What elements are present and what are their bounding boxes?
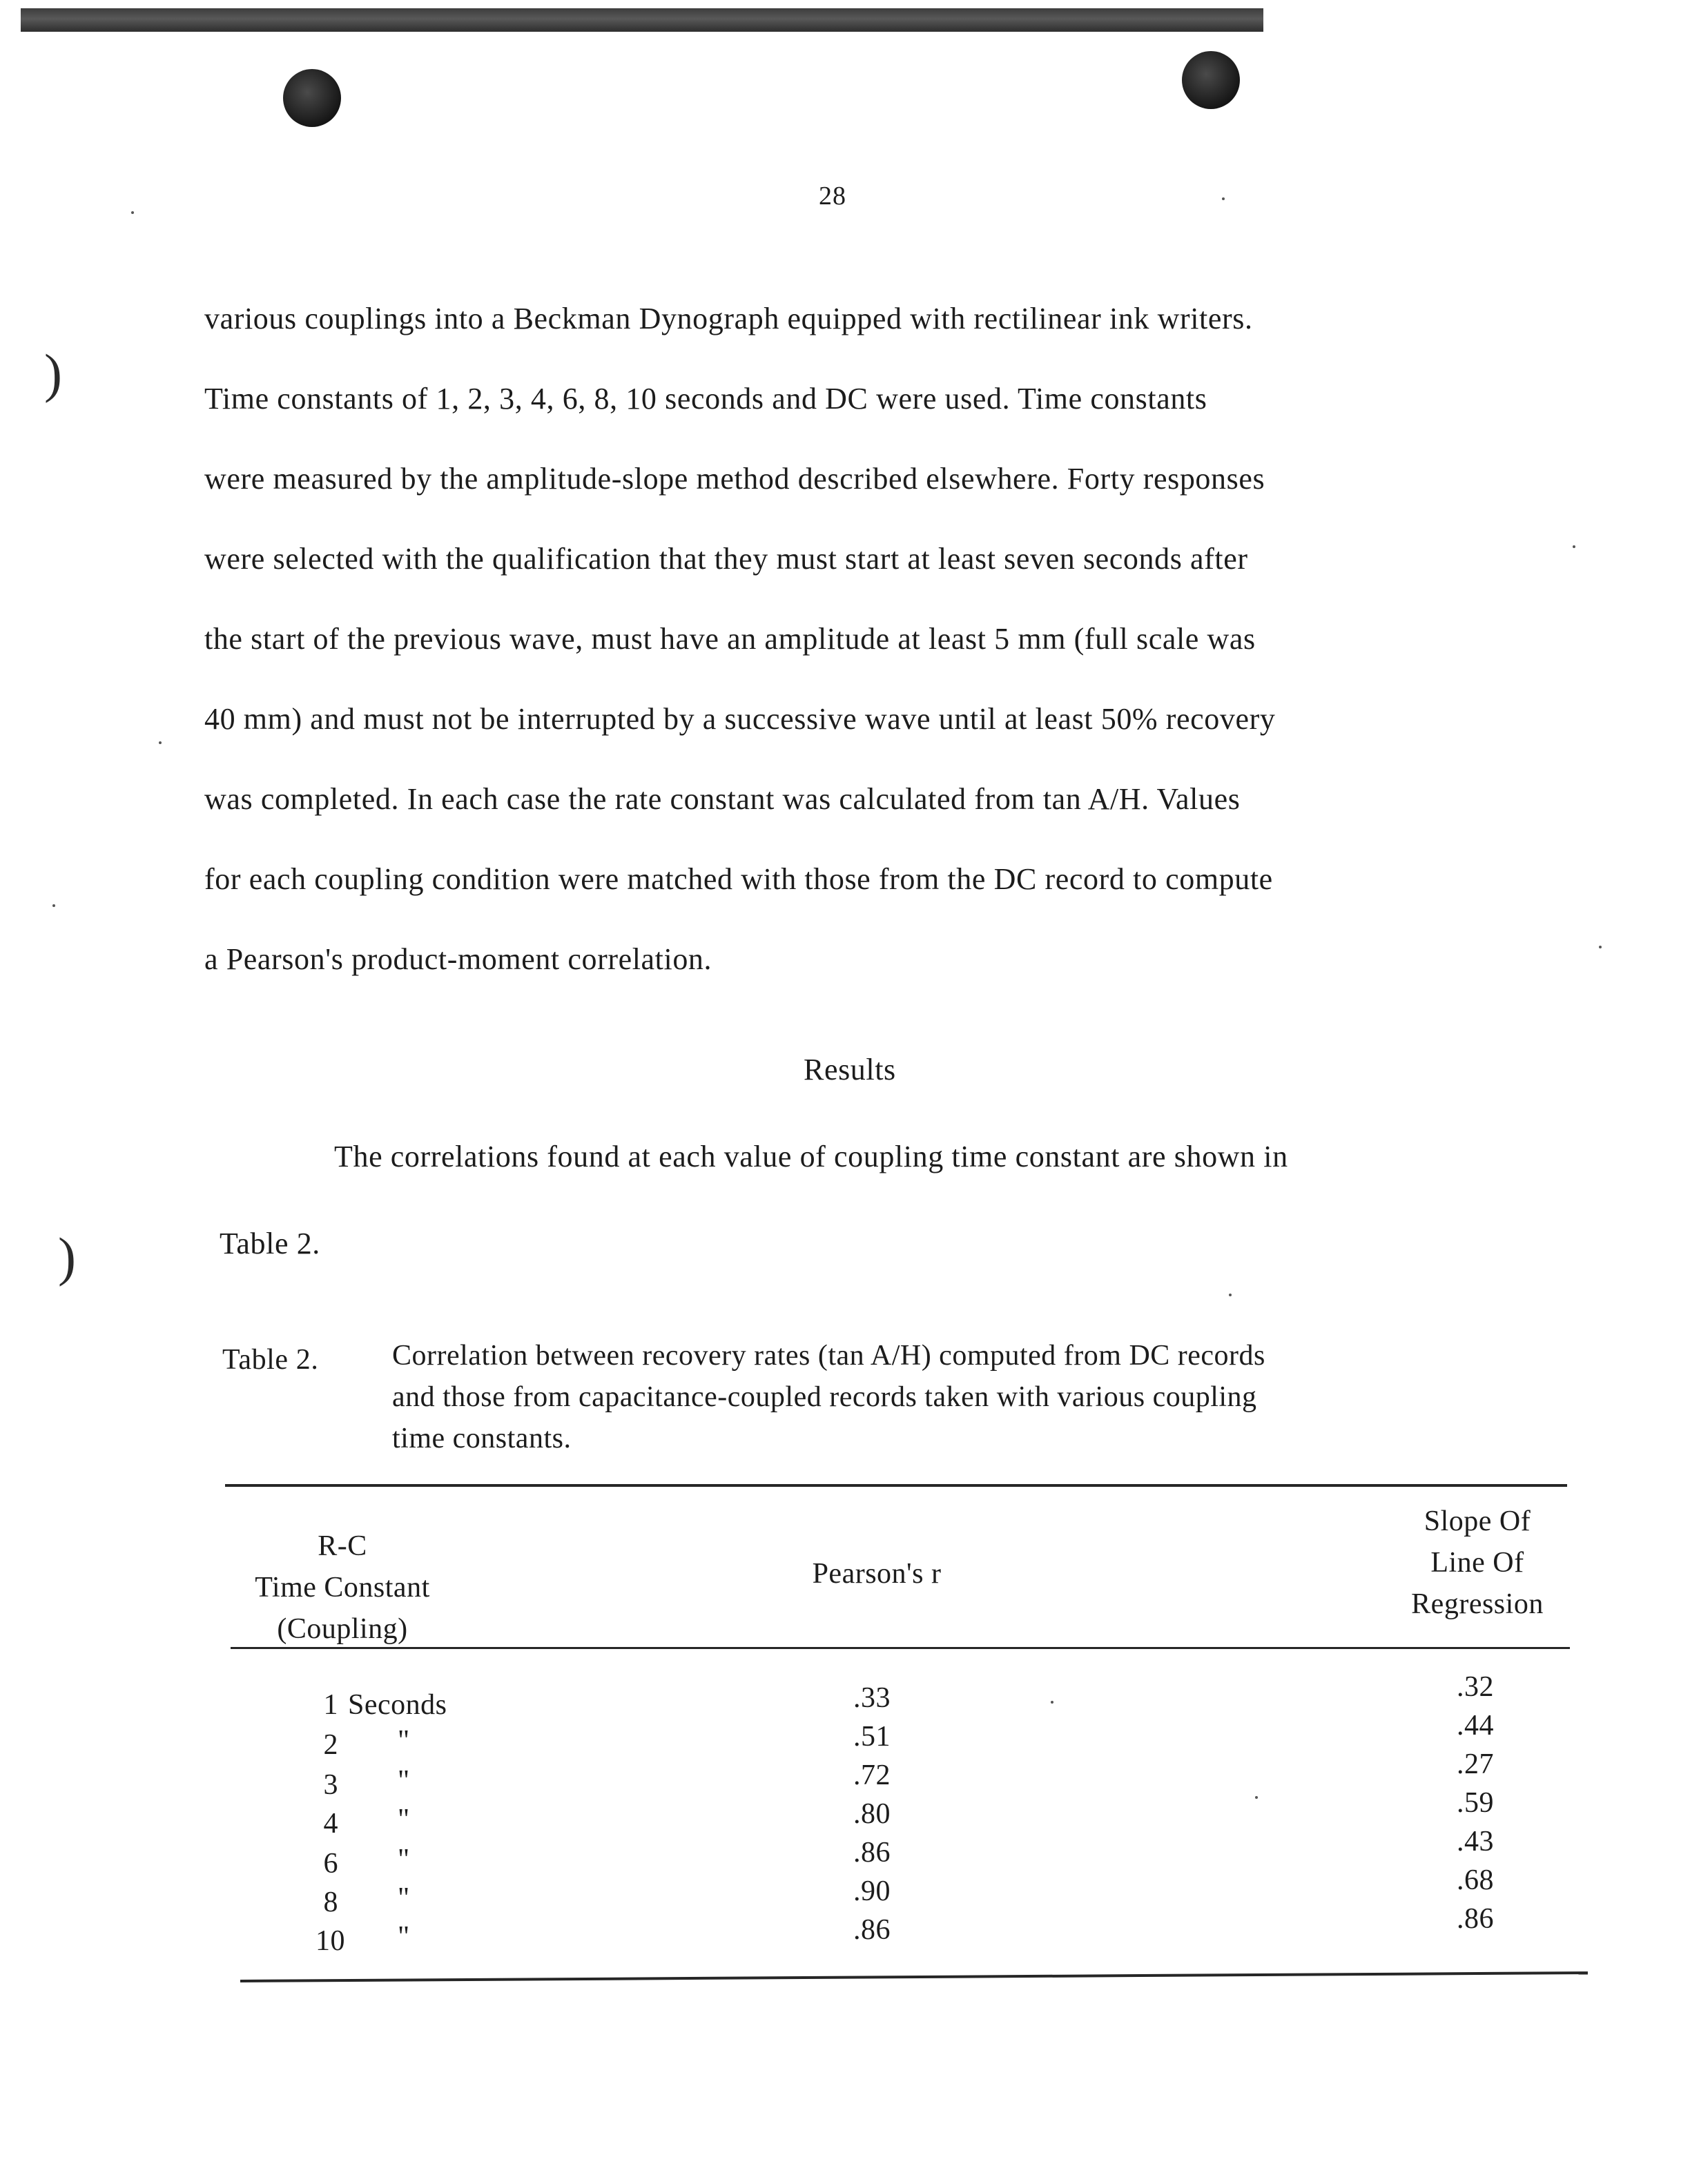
time-constant-unit: Seconds bbox=[348, 1689, 447, 1721]
page-number: 28 bbox=[819, 182, 846, 211]
punch-hole-left bbox=[283, 69, 341, 127]
time-constant-value: 8 bbox=[323, 1886, 338, 1918]
time-constant-unit: " bbox=[398, 1882, 410, 1914]
results-line: Table 2. bbox=[220, 1227, 320, 1260]
table-caption-line: Correlation between recovery rates (tan A/H) computed from DC records bbox=[392, 1340, 1265, 1372]
punch-hole-right bbox=[1182, 51, 1240, 109]
pearsons-r-value: .33 bbox=[853, 1682, 891, 1714]
header-line: Regression bbox=[1411, 1588, 1544, 1620]
header-line: Time Constant bbox=[255, 1572, 430, 1603]
table-header-slope bbox=[1381, 1501, 1574, 1625]
margin-bracket-mark: ) bbox=[44, 343, 62, 403]
slope-value: .27 bbox=[1457, 1748, 1494, 1780]
table-header-rule bbox=[231, 1647, 1570, 1649]
header-line: (Coupling) bbox=[277, 1613, 408, 1645]
table-caption-line: time constants. bbox=[392, 1423, 572, 1454]
time-constant-value: 3 bbox=[323, 1769, 338, 1801]
body-line: were selected with the qualification that they must start at least seven seconds after bbox=[204, 542, 1248, 576]
slope-value: .44 bbox=[1457, 1710, 1494, 1742]
time-constant-unit: " bbox=[398, 1921, 410, 1953]
table-header-time-constant bbox=[225, 1525, 460, 1650]
time-constant-value: 4 bbox=[323, 1808, 338, 1840]
body-line: a Pearson's product-moment correlation. bbox=[204, 942, 712, 976]
table-caption-line: and those from capacitance-coupled records taken with various coupling bbox=[392, 1381, 1257, 1413]
results-line: The correlations found at each value of coupling time constant are shown in bbox=[334, 1140, 1288, 1173]
time-constant-unit: " bbox=[398, 1844, 410, 1875]
slope-value: .32 bbox=[1457, 1671, 1494, 1703]
time-constant-value: 1 bbox=[323, 1689, 338, 1721]
body-line: Time constants of 1, 2, 3, 4, 6, 8, 10 seconds and DC were used. Time constants bbox=[204, 382, 1207, 416]
table-bottom-rule bbox=[240, 1971, 1588, 1982]
pearsons-r-value: .90 bbox=[853, 1875, 891, 1907]
body-line: for each coupling condition were matched with those from the DC record to compute bbox=[204, 862, 1273, 896]
time-constant-unit: " bbox=[398, 1725, 410, 1757]
body-line: 40 mm) and must not be interrupted by a successive wave until at least 50% recovery bbox=[204, 702, 1276, 736]
time-constant-value: 10 bbox=[315, 1925, 345, 1957]
table-top-rule bbox=[225, 1484, 1567, 1487]
body-line: various couplings into a Beckman Dynograph equipped with rectilinear ink writers. bbox=[204, 302, 1253, 335]
pearsons-r-value: .72 bbox=[853, 1759, 891, 1791]
header-line: Slope Of bbox=[1424, 1505, 1531, 1537]
time-constant-value: 6 bbox=[323, 1848, 338, 1880]
pearsons-r-value: .80 bbox=[853, 1798, 891, 1830]
body-line: was completed. In each case the rate constant was calculated from tan A/H. Values bbox=[204, 782, 1241, 816]
time-constant-value: 2 bbox=[323, 1729, 338, 1761]
pearsons-r-value: .51 bbox=[853, 1721, 891, 1753]
slope-value: .86 bbox=[1457, 1903, 1494, 1935]
body-line: the start of the previous wave, must have an amplitude at least 5 mm (full scale was bbox=[204, 622, 1256, 656]
margin-bracket-mark: ) bbox=[58, 1227, 76, 1287]
slope-value: .68 bbox=[1457, 1864, 1494, 1896]
table-caption-label: Table 2. bbox=[222, 1344, 319, 1376]
scan-top-bar bbox=[21, 8, 1263, 32]
table-header-pearsons-r: Pearson's r bbox=[812, 1558, 942, 1590]
header-line: Line Of bbox=[1430, 1547, 1524, 1579]
results-heading: Results bbox=[804, 1053, 896, 1086]
body-line: were measured by the amplitude-slope method described elsewhere. Forty responses bbox=[204, 462, 1265, 496]
time-constant-unit: " bbox=[398, 1804, 410, 1835]
slope-value: .43 bbox=[1457, 1826, 1494, 1858]
header-line: R-C bbox=[318, 1530, 367, 1562]
pearsons-r-value: .86 bbox=[853, 1914, 891, 1946]
time-constant-unit: " bbox=[398, 1765, 410, 1797]
slope-value: .59 bbox=[1457, 1787, 1494, 1819]
pearsons-r-value: .86 bbox=[853, 1837, 891, 1869]
